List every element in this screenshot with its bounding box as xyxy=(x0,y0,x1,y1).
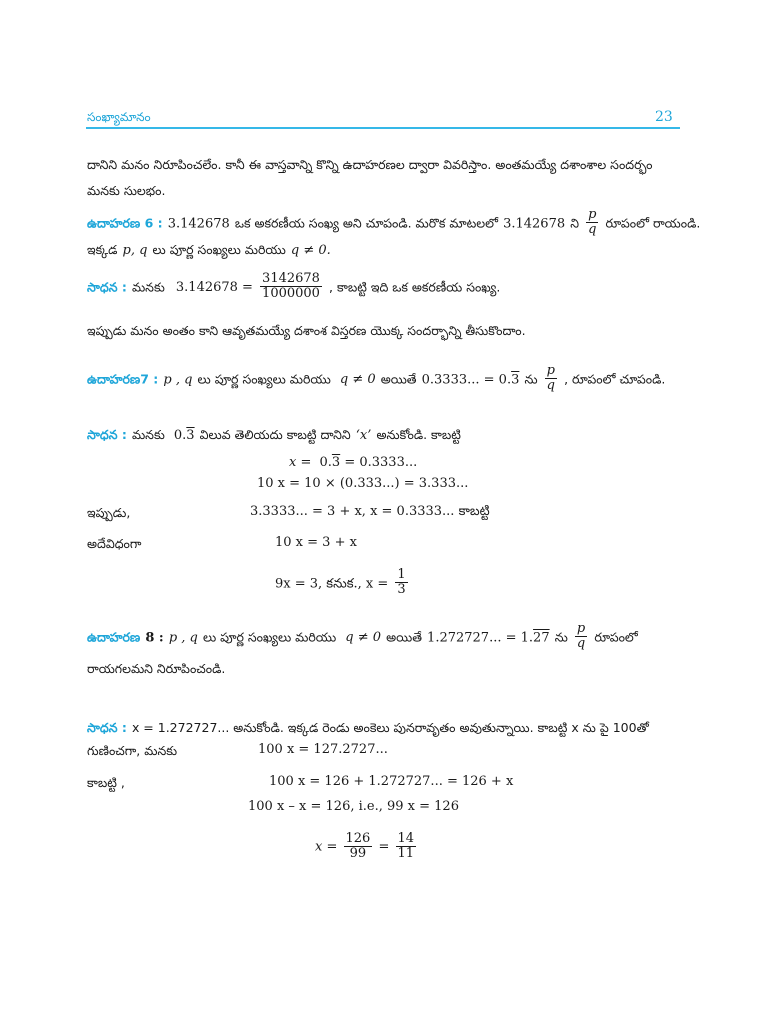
equation-10x-3-plus-x: 10 x = 3 + x xyxy=(275,535,357,550)
solution-8-line-1: సాధన : x = 1.272727... అనుకోండి. ఇక్కడ రెండు అంకెలు పునరావృతం అవుతున్నాయి. కాబట్టి x ను పై 100తో xyxy=(87,720,649,735)
example-6-line-2: ఇక్కడ p, q లు పూర్ణ సంఖ్యలు మరియు q ≠ 0. xyxy=(87,242,331,258)
equation-100x-126-plus-x: 100 x = 126 + 1.272727... = 126 + x xyxy=(269,774,514,789)
adevidhanga-label: అదేవిధంగా xyxy=(87,536,142,551)
solution-8-label: సాధన : xyxy=(87,720,127,735)
equation-x-fraction: x = $\frac{126}{99}$ = $\frac{14}{11}$ xyxy=(315,831,415,862)
fraction-p-over-q: $\frac{p}{q}$ xyxy=(588,207,597,238)
kabatti-label: కాబట్టి , xyxy=(87,775,125,790)
fraction-3142678-over-1000000: $\frac{3142678}{1000000}$ xyxy=(262,271,320,302)
equation-9x: 9x = 3, కనుక., x = $\frac{1}{3}$ xyxy=(275,567,406,598)
header-rule xyxy=(86,127,680,129)
solution-6: సాధన : మనకు 3.142678 = $\frac{3142678}{1000000}$ , కాబట్టి ఇది ఒక అకరణీయ సంఖ్య. xyxy=(87,271,501,302)
intro-line-1: దానిని మనం నిరూపించలేం. కానీ ఈ వాస్తవాన్ని కొన్ని ఉదాహరణల ద్వారా వివరిస్తాం. అంతమయ్యే దశాంశాల సందర్భం xyxy=(87,157,653,172)
equation-100x: 100 x = 127.2727... xyxy=(258,742,388,757)
equation-3-3333: 3.3333... = 3 + x, x = 0.3333... కాబట్టి xyxy=(250,504,490,519)
ippudu-label: ఇప్పుడు, xyxy=(87,505,131,520)
example-8-line-1: ఉదాహరణ 8 : p , q లు పూర్ణ సంఖ్యలు మరియు q ≠ 0 అయితే 1.272727... = 1.27 ను $\frac{p}{q}$ రూపంలో xyxy=(87,621,638,652)
solution-7-intro: సాధన : మనకు 0.3 విలువ తెలియదు కాబట్టి దానిని ‘x’ అనుకోండి. కాబట్టి xyxy=(87,427,461,443)
fraction-p-over-q: $\frac{p}{q}$ xyxy=(546,363,555,394)
page-number: 23 xyxy=(655,109,673,125)
example-6-line-1: ఉదాహరణ 6 : 3.142678 ఒక అకరణీయ సంఖ్య అని చూపండి. మరొక మాటలలో 3.142678 ని $\frac{p}{q}$ రూపంలో రాయండి. xyxy=(87,207,701,238)
fraction-p-over-q: $\frac{p}{q}$ xyxy=(576,621,586,652)
fraction-126-over-99: $\frac{126}{99}$ xyxy=(345,831,371,862)
solution-7-label: సాధన : xyxy=(87,427,127,442)
solution-6-label: సాధన : xyxy=(87,279,127,295)
example-6-label: ఉదాహరణ 6 : xyxy=(87,215,163,231)
example-8-line-2: రాయగలమని నిరూపించండి. xyxy=(87,661,226,676)
fraction-14-over-11: $\frac{14}{11}$ xyxy=(397,831,415,862)
solution-8-line-2: గుణించగా, మనకు xyxy=(87,743,178,758)
intro-line-2: మనకు సులభం. xyxy=(87,183,166,198)
example-7-label: ఉదాహరణ7 : xyxy=(87,371,159,387)
transition-text: ఇప్పుడు మనం అంతం కాని ఆవృతమయ్యే దశాంశ విస్తరణ యొక్క సందర్భాన్ని తీసుకొందాం. xyxy=(87,323,526,338)
equation-10x: 10 x = 10 × (0.333...) = 3.333... xyxy=(257,476,469,491)
equation-99x: 100 x – x = 126, i.e., 99 x = 126 xyxy=(248,799,459,814)
running-header-title: సంఖ్యామానం xyxy=(87,110,151,124)
fraction-1-over-3: $\frac{1}{3}$ xyxy=(397,567,406,598)
example-8-label: ఉదాహరణ xyxy=(87,629,141,645)
equation-x: x = 0.3 = 0.3333... xyxy=(289,455,418,470)
example-7: ఉదాహరణ7 : p , q లు పూర్ణ సంఖ్యలు మరియు q ≠ 0 అయితే 0.3333... = 0.3 ను $\frac{p}{q}$ , రూపంలో చూపండి. xyxy=(87,363,666,394)
